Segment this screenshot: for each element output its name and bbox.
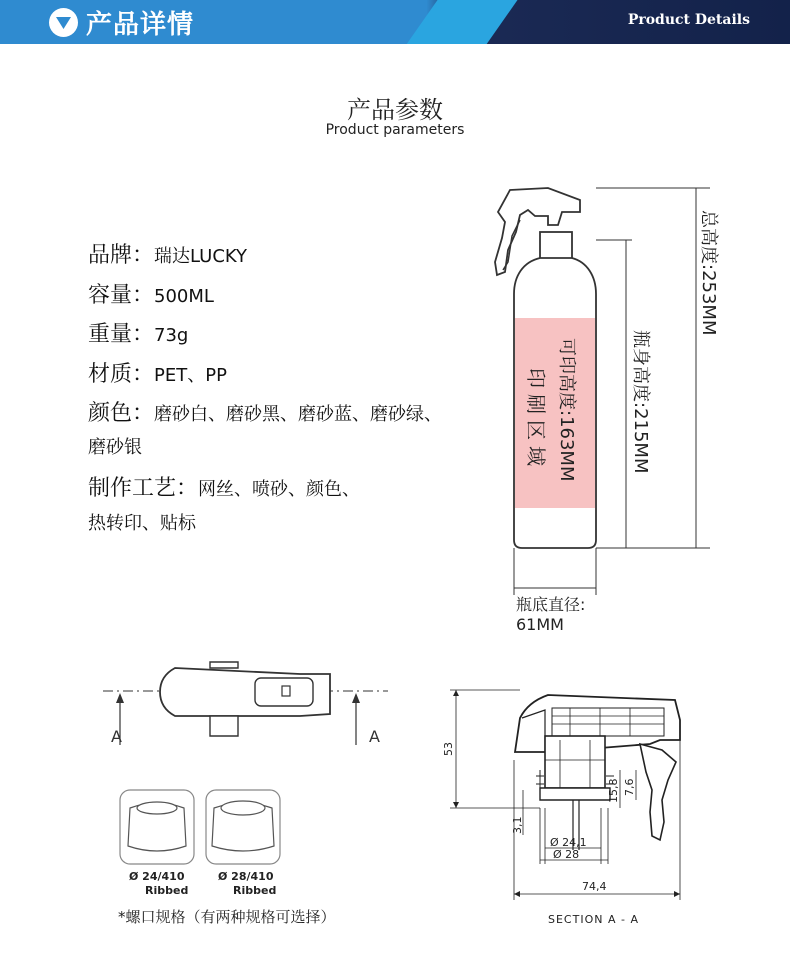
spec-value: 网丝、喷砂、颜色、 xyxy=(198,479,361,500)
section-title: 产品参数 xyxy=(347,96,443,124)
spec-value: 磨砂白、磨砂黑、磨砂蓝、磨砂绿、 xyxy=(154,404,443,425)
section-marker-right: A xyxy=(369,727,380,746)
spec-capacity xyxy=(88,278,214,309)
bottle-drawing xyxy=(480,180,750,640)
dim-7-6: 7,6 xyxy=(623,778,636,796)
spec-craft xyxy=(88,471,360,502)
neck-option2-size: Ø 28/410 xyxy=(218,870,274,883)
dim-53: 53 xyxy=(442,742,455,756)
closure-section xyxy=(540,788,610,800)
spec-label: 颜色： xyxy=(88,401,155,426)
dim-3-1: 3,1 xyxy=(511,816,524,834)
spec-value: PET、PP xyxy=(154,365,227,386)
spec-brand xyxy=(88,238,247,269)
header-title: 产品详情 xyxy=(86,10,195,40)
spec-label: 材质： xyxy=(88,362,155,387)
dim-28: Ø 28 xyxy=(553,848,580,861)
neck-option1-size: Ø 24/410 xyxy=(129,870,185,883)
spec-label: 制作工艺： xyxy=(88,476,199,501)
spec-material xyxy=(88,357,227,388)
spec-value: 73g xyxy=(154,325,189,346)
total-height-label: 总高度:253MM xyxy=(698,210,719,336)
section-caption: SECTION A - A xyxy=(548,913,639,926)
spec-value: 瑞达LUCKY xyxy=(154,246,248,267)
neck-note: *螺口规格（有两种规格可选择） xyxy=(118,908,336,926)
header-banner xyxy=(0,0,790,44)
bottle-neck-outline xyxy=(540,232,572,260)
spec-weight xyxy=(88,317,188,348)
header-subtitle: Product Details xyxy=(627,12,750,28)
body-height-label: 瓶身高度:215MM xyxy=(630,330,651,474)
dim-74-4: 74,4 xyxy=(582,880,607,893)
neck-option1-type: Ribbed xyxy=(145,884,189,897)
spec-label: 容量： xyxy=(88,283,155,308)
top-view-drawing xyxy=(95,650,395,760)
section-marker-left: A xyxy=(111,727,122,746)
section-subtitle: Product parameters xyxy=(325,122,465,138)
neck-option2-type: Ribbed xyxy=(233,884,277,897)
chevron-down-icon xyxy=(49,8,78,37)
dim-15-8: 15,8 xyxy=(607,778,620,803)
spec-value: 500ML xyxy=(154,286,214,307)
pump-body-section xyxy=(545,736,605,788)
spec-color-continued: 磨砂银 xyxy=(88,437,142,458)
spec-label: 重量： xyxy=(88,322,155,347)
print-area-label: 印刷区域 xyxy=(524,368,548,472)
spec-color xyxy=(88,396,442,427)
spec-craft-continued: 热转印、贴标 xyxy=(88,513,196,534)
section-drawing xyxy=(440,680,690,930)
spec-label: 品牌： xyxy=(88,243,155,268)
trigger-section xyxy=(640,744,676,840)
base-diameter-label: 瓶底直径: xyxy=(516,595,586,614)
base-diameter-value: 61MM xyxy=(516,615,564,634)
neck-finish-options xyxy=(115,785,290,900)
print-height-label: 可印高度:163MM xyxy=(556,338,577,482)
dim-24-1: Ø 24,1 xyxy=(550,836,587,849)
